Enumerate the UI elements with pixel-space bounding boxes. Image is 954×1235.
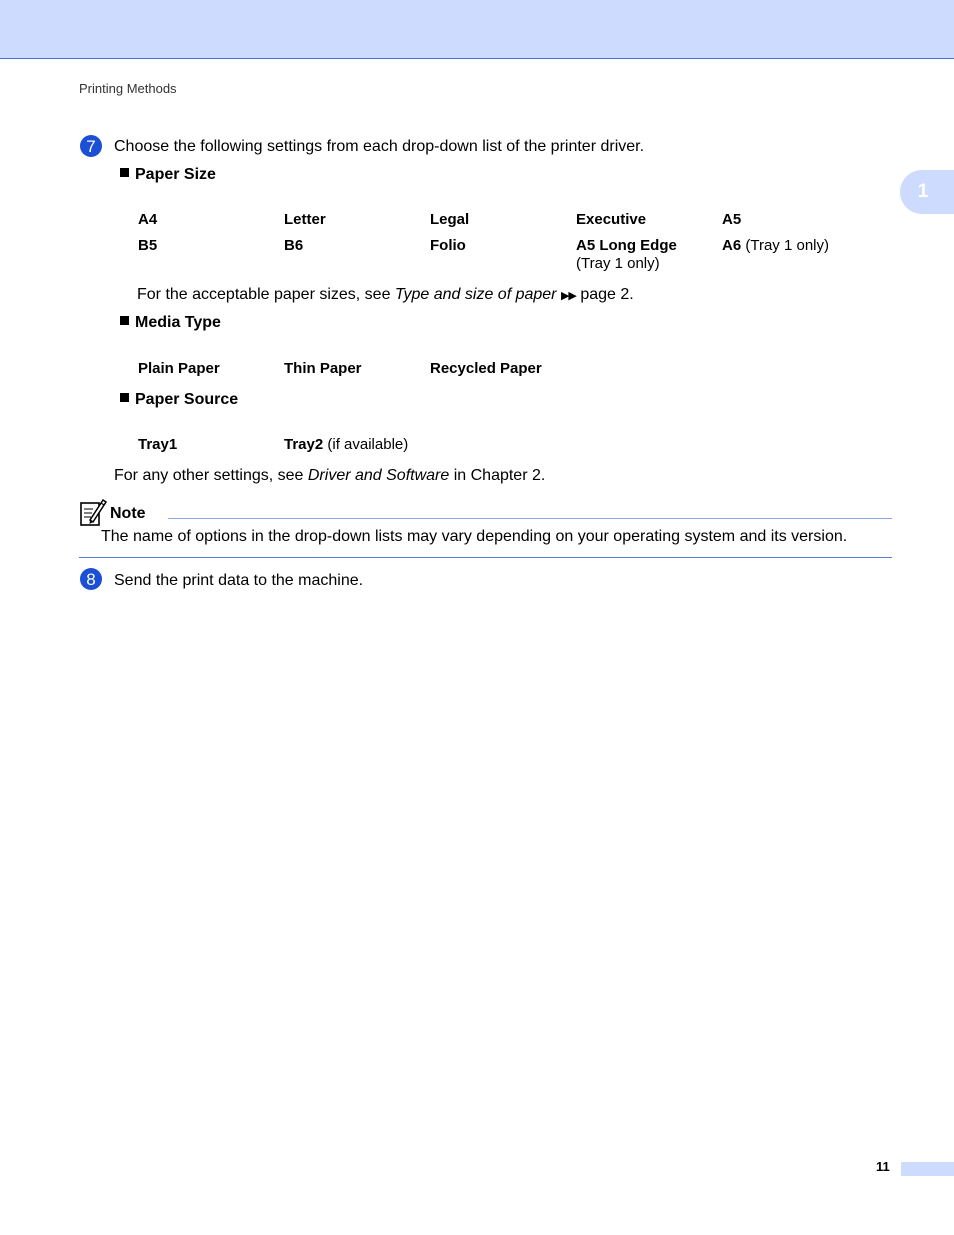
paper-size-legal: Legal — [430, 211, 470, 228]
paper-source-heading: Paper Source — [120, 391, 238, 409]
bullet-square-icon — [120, 316, 129, 325]
paper-size-a6: A6 (Tray 1 only) — [722, 237, 829, 254]
paper-source-tray2: Tray2 (if available) — [284, 436, 409, 453]
double-arrow-icon: ▶▶ — [560, 290, 576, 302]
paper-size-heading: Paper Size — [120, 166, 216, 184]
note-pencil-icon — [79, 497, 107, 527]
note-top-rule — [168, 518, 892, 519]
media-type-recycled: Recycled Paper — [430, 360, 542, 377]
breadcrumb: Printing Methods — [79, 81, 177, 96]
note-text: The name of options in the drop-down lists may vary depending on your operating system and its version. — [101, 528, 848, 545]
paper-size-b6: B6 — [284, 237, 304, 254]
footer-band — [901, 1162, 954, 1176]
paper-size-a5: A5 — [722, 211, 742, 228]
paper-size-letter: Letter — [284, 211, 326, 228]
chapter-tab: 1 — [900, 170, 954, 214]
note-bottom-rule — [79, 557, 892, 558]
paper-size-folio: Folio — [430, 237, 466, 254]
step-7-badge: 7 — [80, 135, 102, 157]
paper-size-a4: A4 — [138, 211, 158, 228]
step-8-badge: 8 — [80, 568, 102, 590]
driver-software-link[interactable]: Driver and Software — [307, 467, 450, 484]
other-settings-text: For any other settings, see Driver and Software in Chapter 2. — [114, 467, 546, 484]
paper-source-tray1: Tray1 — [138, 436, 178, 453]
step-8-text: Send the print data to the machine. — [114, 572, 364, 589]
media-type-thin: Thin Paper — [284, 360, 362, 377]
note-label: Note — [110, 505, 146, 522]
paper-size-b5: B5 — [138, 237, 158, 254]
paper-size-link[interactable]: Type and size of paper — [394, 286, 557, 303]
paper-size-executive: Executive — [576, 211, 647, 228]
bullet-square-icon — [120, 168, 129, 177]
paper-size-a5-long-edge: A5 Long Edge (Tray 1 only) — [576, 237, 677, 272]
media-type-heading: Media Type — [120, 314, 221, 332]
step-7-text: Choose the following settings from each drop-down list of the printer driver. — [114, 138, 645, 155]
header-band — [0, 0, 954, 59]
bullet-square-icon — [120, 393, 129, 402]
paper-size-reference: For the acceptable paper sizes, see Type and size of paper ▶▶ page 2. — [137, 286, 634, 303]
media-type-plain: Plain Paper — [138, 360, 220, 377]
page-number: 11 — [876, 1159, 890, 1174]
